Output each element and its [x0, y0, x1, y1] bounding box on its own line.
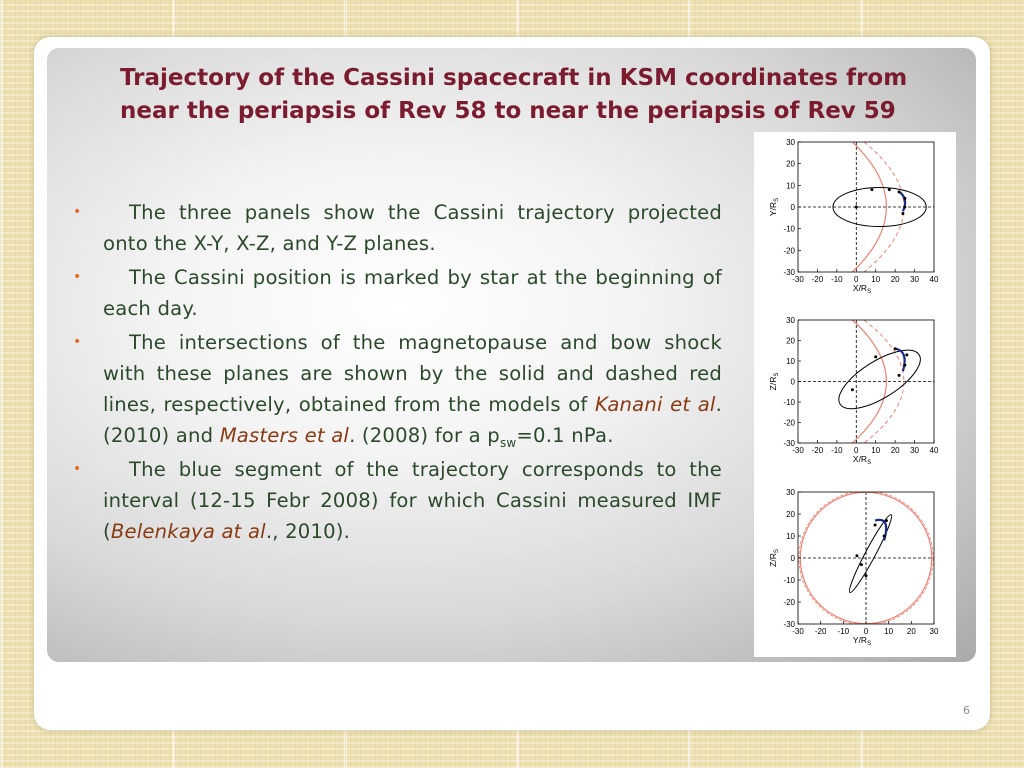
x-tick-label: 30: [910, 446, 920, 455]
x-axis-label-main: Y/R: [852, 635, 868, 645]
x-tick-label: 0: [863, 627, 869, 636]
citation-text: Belenkaya at al: [110, 520, 266, 543]
page-number: 6: [963, 704, 970, 717]
day-star-marker: [885, 519, 888, 522]
y-tick-label: 20: [786, 510, 795, 519]
y-tick-label: -10: [783, 224, 795, 234]
day-star-marker: [870, 188, 873, 191]
x-tick-label: 20: [906, 627, 916, 636]
day-star-marker: [894, 347, 897, 350]
y-tick-label: -20: [783, 598, 795, 607]
day-star-marker: [865, 574, 868, 577]
bullet-text: The blue segment of the trajectory corresponds to the interval (12-15 Febr 2008) for which Cassini measured IMF (: [103, 458, 722, 543]
day-star-marker: [874, 524, 877, 527]
panel-xz: [768, 316, 939, 466]
panel-content: [798, 320, 934, 443]
x-tick-label: -30: [792, 446, 804, 455]
day-star-marker: [860, 563, 863, 566]
citation-text: Masters et al: [219, 424, 350, 447]
x-tick-label: 30: [910, 275, 920, 284]
x-tick-label: 20: [890, 275, 900, 284]
x-axis-label-sub: S: [867, 289, 872, 295]
y-tick-label: -10: [783, 576, 795, 585]
y-tick-label: 10: [786, 532, 795, 541]
y-tick-label: 20: [786, 159, 795, 169]
y-axis-label: [768, 549, 780, 567]
y-tick-label: 30: [786, 138, 795, 147]
bullet-text: =0.1 nPa.: [516, 424, 614, 447]
trajectory-plots: [754, 132, 956, 657]
x-tick-label: -10: [831, 446, 843, 455]
subscript-text: sw: [499, 435, 517, 450]
day-star-marker: [888, 188, 891, 191]
bullet-item: [70, 327, 722, 451]
x-tick-label: -30: [792, 627, 804, 636]
day-star-marker: [903, 197, 906, 200]
y-tick-label: 10: [786, 357, 795, 366]
trajectory-figure: [754, 132, 956, 657]
bullet-item: [70, 454, 722, 547]
y-axis-label-main: Z/R: [768, 376, 778, 391]
citation-text: Kanani et al: [595, 393, 716, 416]
x-tick-label: 40: [929, 275, 939, 284]
x-tick-label: 10: [884, 627, 894, 636]
y-tick-label: -30: [783, 620, 795, 629]
trajectory-ellipse: [845, 512, 895, 594]
day-star-marker: [851, 388, 854, 391]
bullet-text: . (2008) for a p: [349, 424, 500, 447]
x-axis-label: [853, 635, 871, 647]
y-axis-label-main: Y/R: [768, 201, 778, 217]
y-tick-label: -30: [783, 439, 795, 448]
y-axis-label-sub: S: [774, 372, 780, 377]
x-tick-label: -10: [837, 627, 850, 636]
x-tick-label: 30: [929, 627, 939, 636]
y-tick-label: 0: [790, 554, 795, 563]
day-star-marker: [905, 353, 908, 356]
y-tick-label: -20: [783, 418, 795, 428]
y-axis-label-sub: S: [774, 197, 780, 202]
bullet-dot-icon: •: [73, 461, 82, 477]
y-tick-label: 30: [786, 316, 795, 325]
day-star-marker: [874, 355, 877, 358]
y-axis-label-sub: S: [774, 549, 780, 554]
panel-content: [798, 142, 934, 272]
day-star-marker: [903, 364, 906, 367]
y-axis-label-main: Z/R: [768, 553, 778, 567]
bullet-dot-icon: •: [73, 334, 82, 350]
bullet-text: The intersections of the magnetopause and bow shock with these planes are shown by the solid and dashed red lines, respectively, obtained from the models of: [103, 331, 722, 416]
x-axis-label-sub: S: [867, 460, 872, 466]
y-tick-label: -20: [783, 246, 795, 256]
y-tick-label: 0: [790, 203, 795, 212]
x-tick-label: 40: [929, 446, 939, 455]
x-tick-label: -20: [811, 446, 824, 455]
x-axis-label-main: X/R: [852, 283, 868, 293]
x-tick-label: 10: [871, 446, 881, 455]
bullet-text: The three panels show the Cassini trajectory projected onto the X-Y, X-Z, and Y-Z planes.: [103, 201, 722, 255]
x-axis-label: [853, 283, 871, 295]
x-axis-label-sub: S: [867, 641, 872, 647]
x-tick-label: 20: [890, 446, 900, 455]
x-tick-label: -10: [831, 275, 843, 284]
bullet-item: [70, 262, 722, 324]
x-tick-label: 0: [854, 446, 859, 455]
y-tick-label: -30: [783, 268, 795, 277]
x-tick-label: -20: [814, 627, 827, 636]
day-star-marker: [883, 535, 886, 538]
panel-yz: [768, 488, 939, 647]
day-star-marker: [855, 206, 858, 209]
bullet-text: . (2010) and: [103, 393, 723, 447]
y-tick-label: 20: [786, 336, 795, 346]
x-tick-label: -20: [811, 275, 824, 284]
x-axis-label: [853, 454, 871, 466]
day-star-marker: [855, 554, 858, 557]
x-axis-label-main: X/R: [852, 454, 868, 464]
bullet-text: The Cassini position is marked by star at the beginning of each day.: [103, 266, 722, 320]
y-axis-label: [768, 198, 780, 216]
x-tick-label: 0: [854, 275, 859, 284]
y-tick-label: -10: [783, 398, 795, 407]
y-tick-label: 10: [786, 181, 795, 191]
bullet-dot-icon: •: [73, 204, 82, 220]
day-star-marker: [898, 190, 901, 193]
day-star-marker: [901, 212, 904, 215]
bullet-list: [70, 197, 722, 550]
bullet-item: [70, 197, 722, 259]
bullet-text: ., 2010).: [265, 520, 351, 543]
day-star-marker: [898, 374, 901, 377]
panel-content: [798, 491, 934, 625]
y-tick-label: 30: [786, 488, 795, 497]
panel-xy: [768, 138, 939, 295]
y-tick-label: 0: [790, 377, 795, 387]
slide-title: Trajectory of the Cassini spacecraft in KSM coordinates from near the periapsis of Rev 58 to near the periapsis of Rev 59: [120, 65, 908, 124]
y-axis-label: [768, 373, 780, 391]
day-star-marker: [903, 206, 906, 209]
x-tick-label: 10: [871, 275, 881, 284]
imf-segment: [899, 192, 905, 212]
x-tick-label: -30: [792, 275, 804, 284]
bullet-dot-icon: •: [73, 269, 82, 285]
